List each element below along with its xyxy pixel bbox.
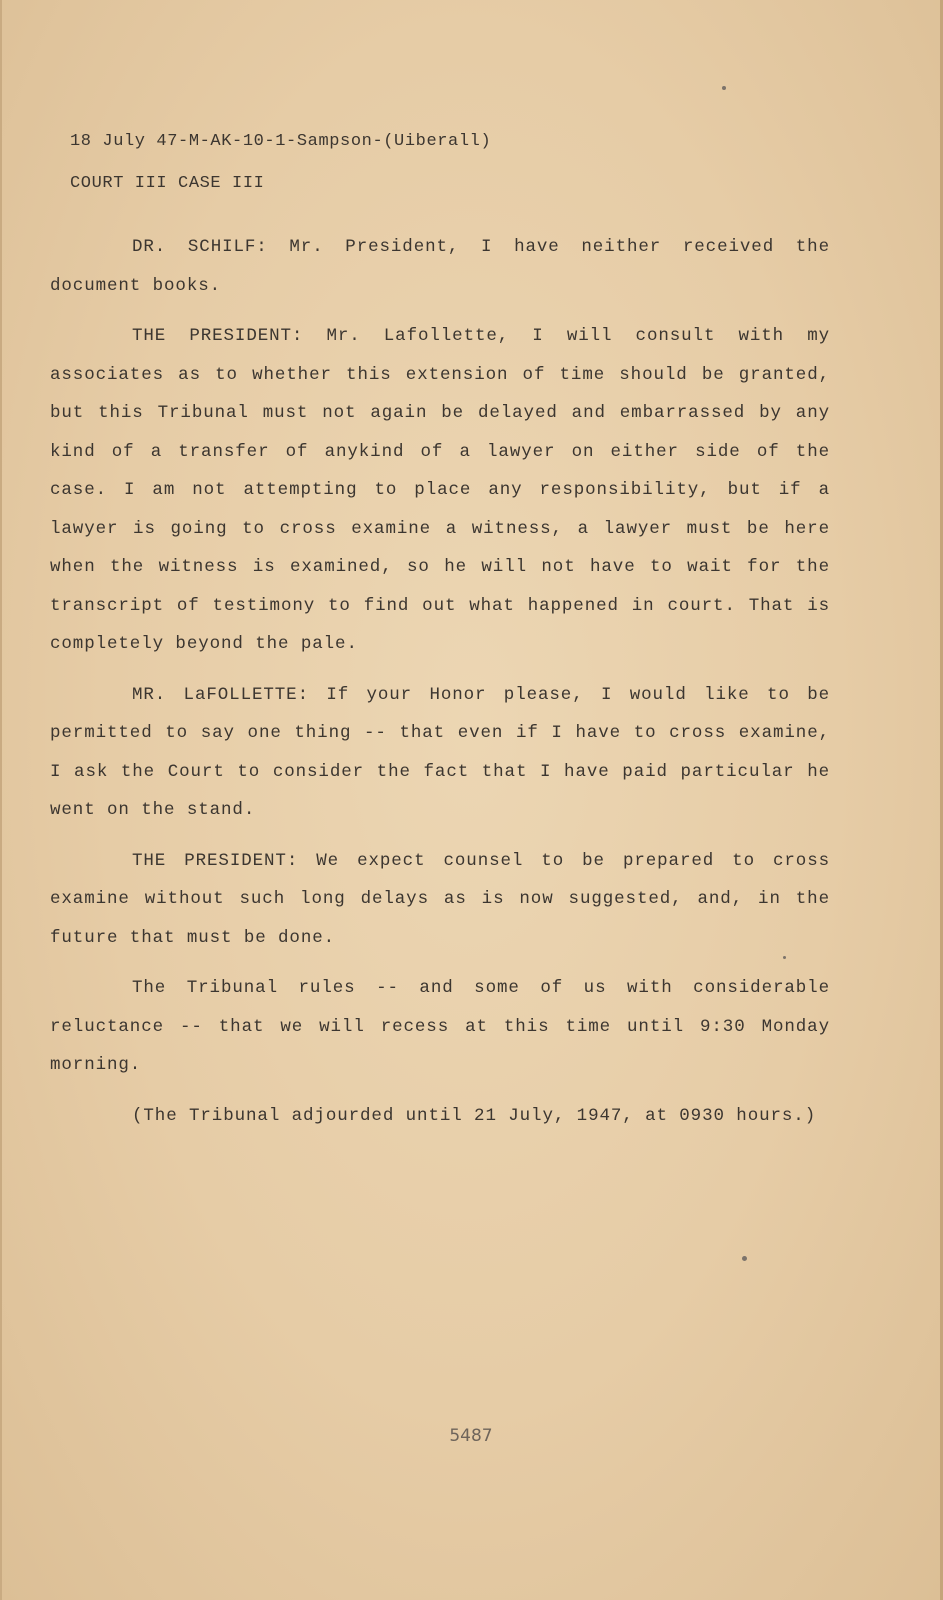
paragraph-tribunal-rules: The Tribunal rules -- and some of us with considerable reluctance -- that we will recess at this time until 9:30 Monday morning. — [50, 978, 830, 1075]
paragraph-schilf: DR. SCHILF: Mr. President, I have neither received the document books. — [50, 237, 830, 296]
paragraph-president-2: THE PRESIDENT: We expect counsel to be prepared to cross examine without such long delays as is now suggested, and, in the future that must be done. — [50, 850, 830, 948]
transcript-body — [50, 228, 830, 1147]
paragraph-adjournment: (The Tribunal adjourded until 21 July, 1947, at 0930 hours.) — [132, 1105, 817, 1126]
paragraph-president-1: THE PRESIDENT: Mr. Lafollette, I will consult with my associates as to whether this extension of time should be granted, but this Tribunal must not again be delayed and embarrassed by any kind of a transfer of anykind of a lawyer on either side of the case. I am not attempting to place any responsibility, but if a lawyer is going to cross examine a witness, a lawyer must be here when the witness is examined, so he will not have to wait for the transcript of testimony to find out what happened in court. That is completely beyond the pale. — [50, 326, 830, 654]
paper-speck — [722, 86, 726, 90]
paragraph-lafollette: MR. LaFOLLETTE: If your Honor please, I would like to be permitted to say one thing -- that even if I have to cross examine, I ask the Court to consider the fact that I have paid particular he went on the stand. — [50, 684, 830, 820]
paper-speck — [783, 956, 786, 959]
transcript-header-line: 18 July 47-M-AK-10-1-Sampson-(Uiberall) — [70, 132, 492, 151]
court-case-line: COURT III CASE III — [70, 174, 265, 193]
page-number: 5487 — [449, 1426, 493, 1446]
paper-speck — [742, 1256, 747, 1261]
